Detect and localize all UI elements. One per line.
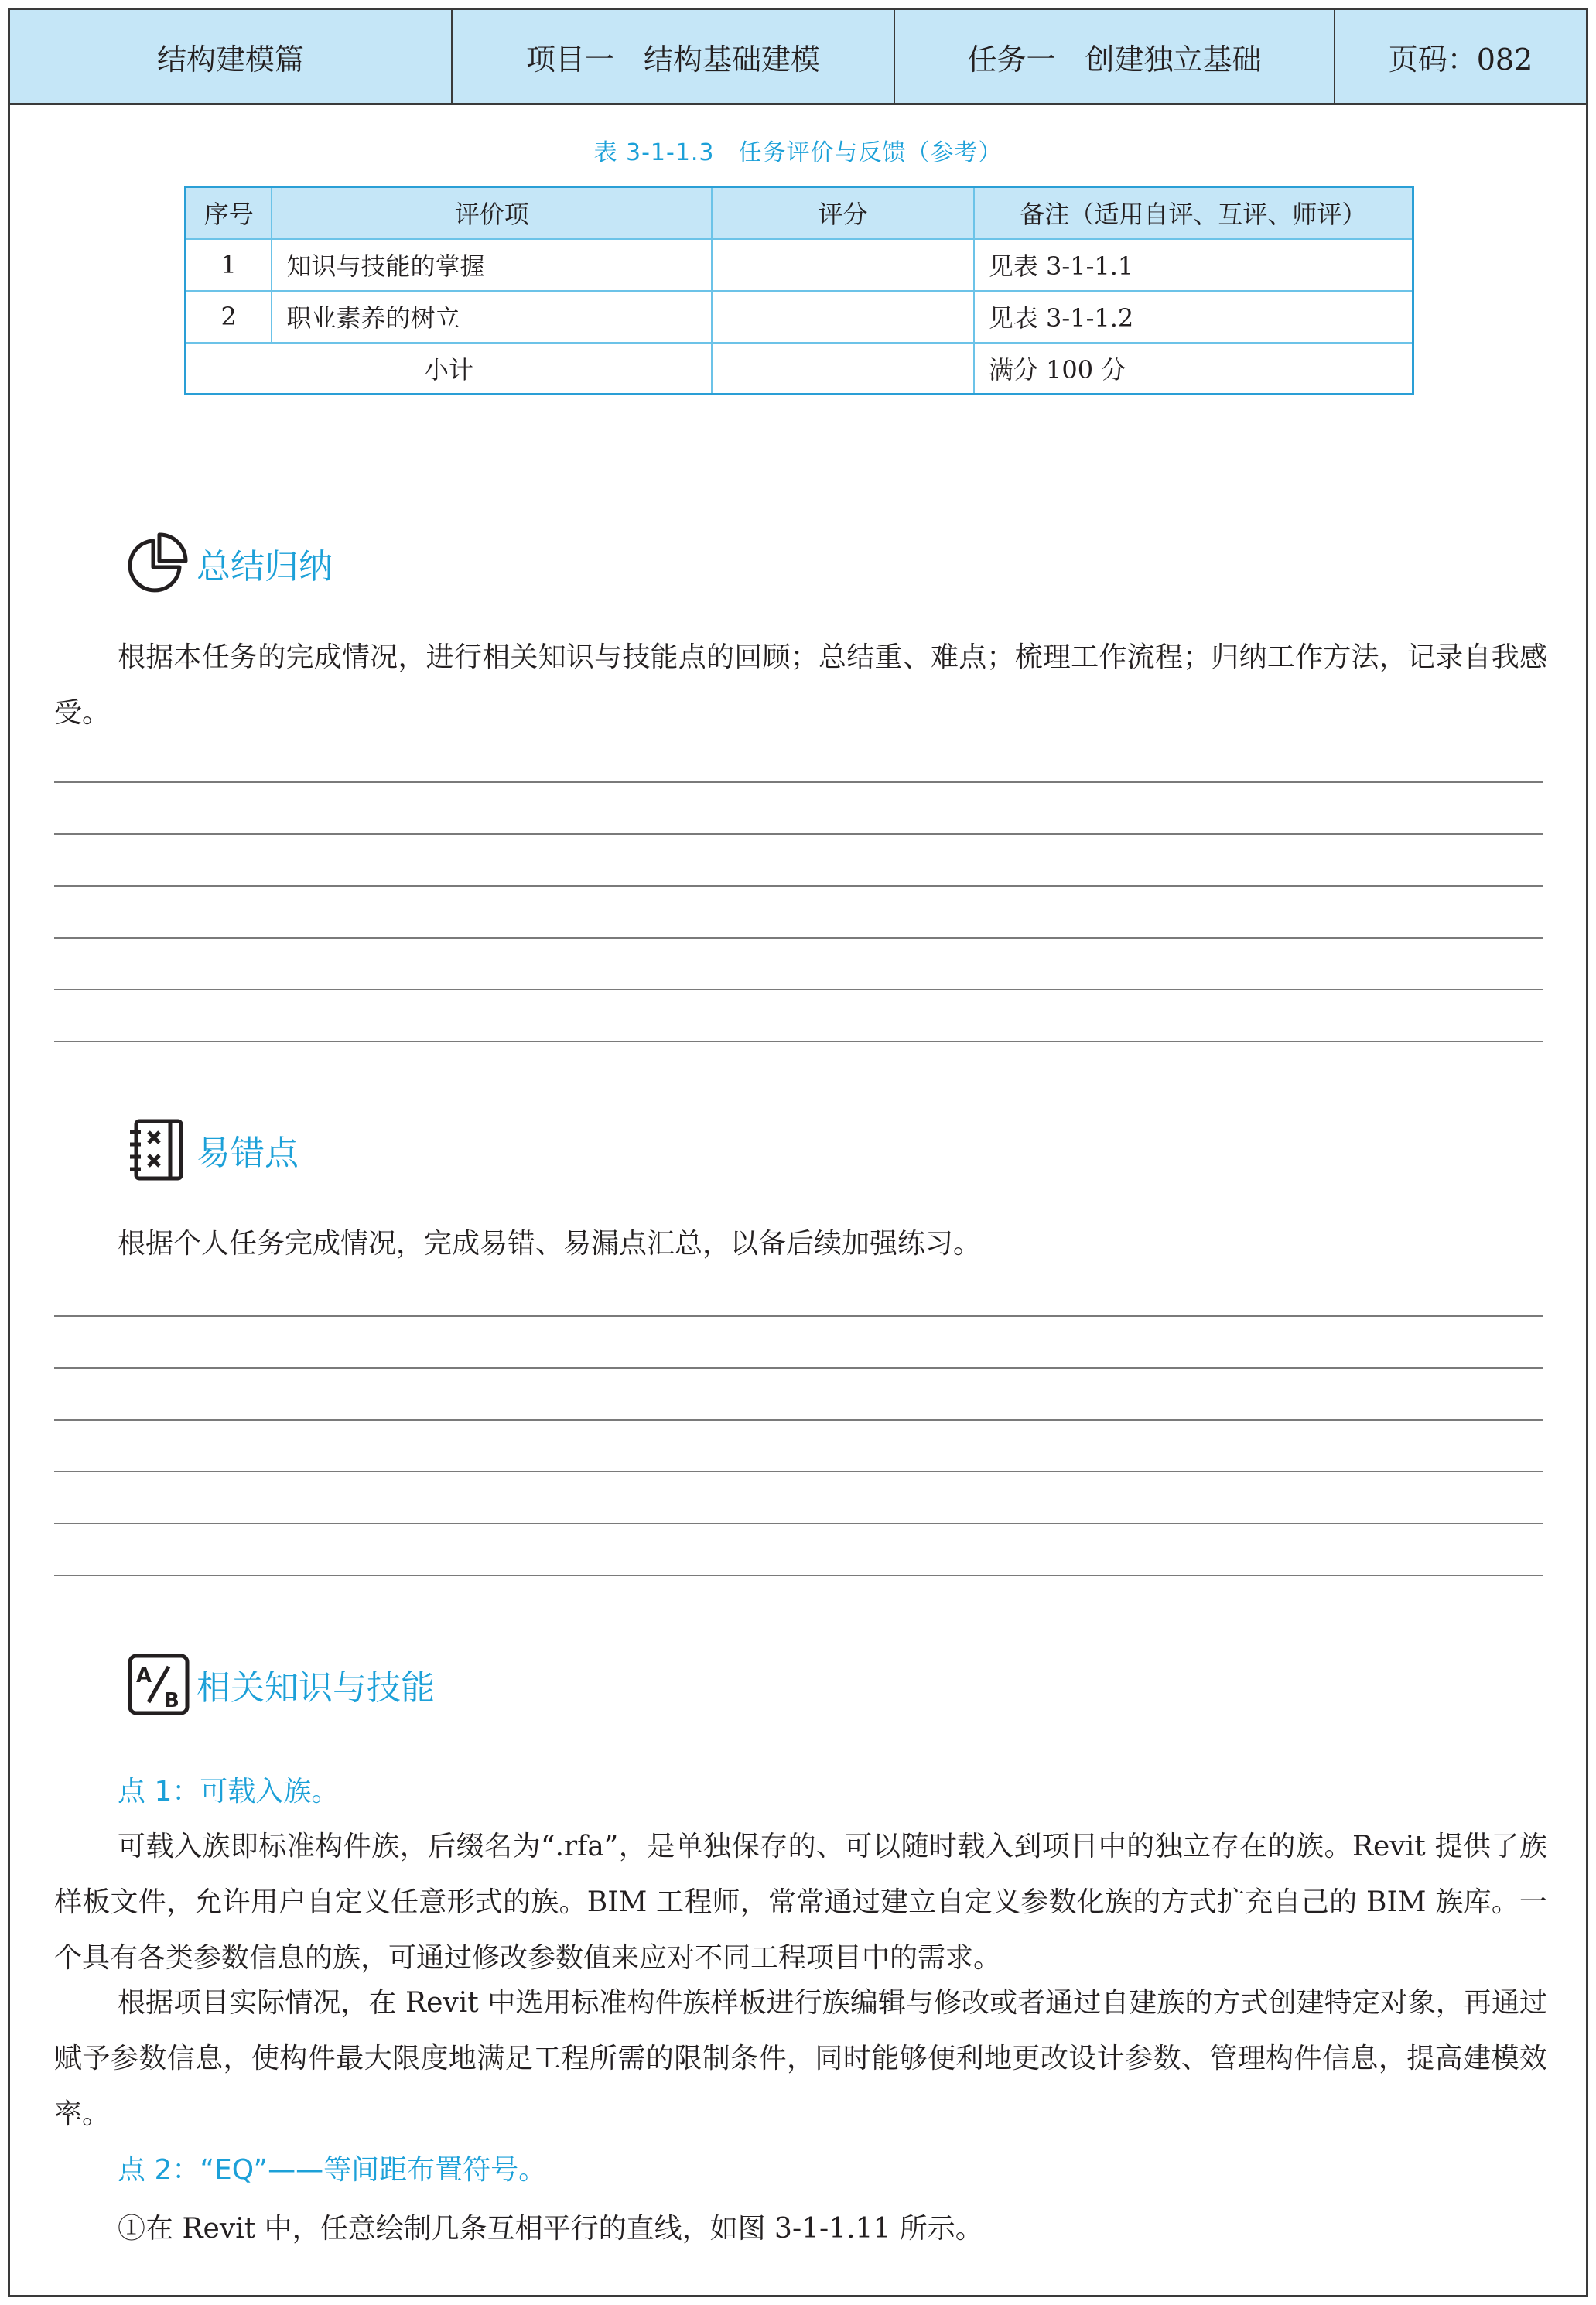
point2-paragraph-1: ①在 Revit 中，任意绘制几条互相平行的直线，如图 3-1-1.11 所示。 xyxy=(118,2213,983,2245)
notebook-icon xyxy=(125,1117,192,1183)
writing-line[interactable] xyxy=(54,833,1543,835)
writing-line[interactable] xyxy=(54,937,1543,939)
col-header-score: 评分 xyxy=(712,187,974,239)
table-row xyxy=(186,239,1413,291)
row-note: 见表 3-1-1.1 xyxy=(974,239,1413,291)
row-score[interactable] xyxy=(712,239,974,291)
col-header-no: 序号 xyxy=(186,187,272,239)
writing-line[interactable] xyxy=(54,1419,1543,1421)
point1-paragraph-2: 根据项目实际情况，在 Revit 中选用标准构件族样板进行族编辑与修改或者通过自建族的方式创建特定对象，再通过赋予参数信息，使构件最大限度地满足工程所需的限制条件，同时能够便利地更改设计参数、管理构件信息，提高建模效率。 xyxy=(54,1987,1547,2130)
row-no: 2 xyxy=(186,291,272,343)
row-item: 职业素养的树立 xyxy=(272,291,712,343)
writing-line[interactable] xyxy=(54,1041,1543,1042)
mistakes-paragraph: 根据个人任务完成情况，完成易错、易漏点汇总，以备后续加强练习。 xyxy=(118,1228,982,1260)
writing-line[interactable] xyxy=(54,1367,1543,1369)
point1-title: 点 1：可载入族。 xyxy=(118,1776,340,1807)
header-project: 项目一 结构基础建模 xyxy=(453,10,895,103)
ab-icon-letter-b: B xyxy=(164,1689,179,1712)
writing-line[interactable] xyxy=(54,1315,1543,1317)
table-row xyxy=(186,291,1413,343)
writing-line[interactable] xyxy=(54,885,1543,887)
table-header-row xyxy=(186,187,1413,239)
row-note: 见表 3-1-1.2 xyxy=(974,291,1413,343)
writing-line[interactable] xyxy=(54,989,1543,990)
subtotal-score[interactable] xyxy=(712,343,974,395)
table-caption: 表 3-1-1.3 任务评价与反馈（参考） xyxy=(593,139,1003,166)
header-page-number: 页码：082 xyxy=(1388,42,1533,77)
pie-chart-icon xyxy=(125,530,192,597)
summary-title: 总结归纳 xyxy=(197,547,333,587)
col-header-note: 备注（适用自评、互评、师评） xyxy=(974,187,1413,239)
summary-section-header xyxy=(125,530,333,597)
evaluation-table xyxy=(184,186,1414,395)
mistakes-section-header xyxy=(125,1117,299,1183)
writing-line[interactable] xyxy=(54,1575,1543,1576)
ab-icon-letter-a: A xyxy=(136,1664,152,1688)
row-no: 1 xyxy=(186,239,272,291)
header-section: 结构建模篇 xyxy=(10,10,453,103)
point2-title: 点 2：“EQ”——等间距布置符号。 xyxy=(118,2154,547,2186)
writing-line[interactable] xyxy=(54,1523,1543,1524)
point1-paragraph-1: 可载入族即标准构件族，后缀名为“.rfa”，是单独保存的、可以随时载入到项目中的独立存在的族。Revit 提供了族样板文件，允许用户自定义任意形式的族。BIM 工程师，常常通过建立自定义参数化族的方式扩充自己的 BIM 族库。一个具有各类参数信息的族，可通过修改参数值来应对不同工程项目中的需求。 xyxy=(54,1831,1547,1974)
page-header xyxy=(8,8,1588,105)
row-score[interactable] xyxy=(712,291,974,343)
knowledge-title: 相关知识与技能 xyxy=(197,1668,435,1708)
ab-icon xyxy=(125,1651,192,1718)
subtotal-note: 满分 100 分 xyxy=(974,343,1413,395)
writing-line[interactable] xyxy=(54,781,1543,783)
col-header-item: 评价项 xyxy=(272,187,712,239)
writing-line[interactable] xyxy=(54,1471,1543,1472)
summary-paragraph: 根据本任务的完成情况，进行相关知识与技能点的回顾；总结重、难点；梳理工作流程；归纳工作方法，记录自我感受。 xyxy=(54,641,1547,729)
row-item: 知识与技能的掌握 xyxy=(272,239,712,291)
subtotal-label: 小计 xyxy=(186,343,713,395)
table-subtotal-row xyxy=(186,343,1413,395)
knowledge-section-header xyxy=(125,1651,435,1718)
header-task: 任务一 创建独立基础 xyxy=(895,10,1335,103)
mistakes-title: 易错点 xyxy=(197,1134,299,1173)
